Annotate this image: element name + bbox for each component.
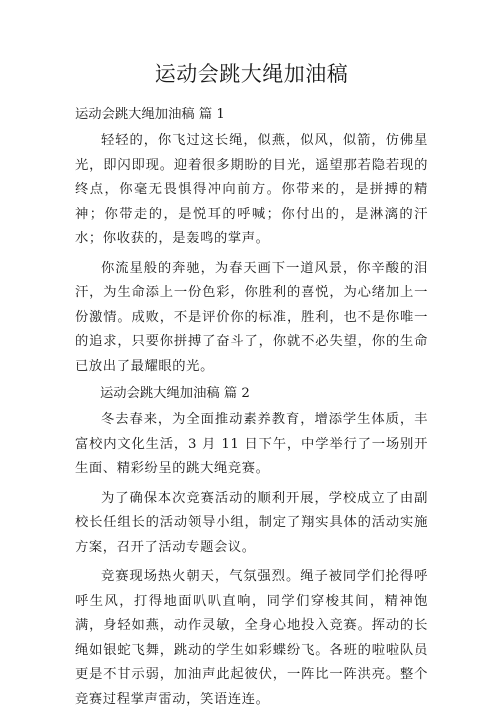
paragraph: 竞赛现场热火朝天，气氛强烈。绳子被同学们抡得呼呼生风，打得地面叭叭直响，同学们穿梭其间，精神饱满，身轻如燕，动作灵敏，全身心地投入竞赛。挥动的长绳如银蛇飞舞，跳动的学生如彩蝶纷飞。各班的啦啦队员更是不甘示弱，加油声此起彼伏，一阵比一阵洪亮。整个竞赛过程掌声雷动，笑语连连。 [75, 569, 428, 707]
paragraph: 为了确保本次竞赛活动的顺利开展，学校成立了由副校长任组长的活动领导小组，制定了翔实具体的活动实施方案，召开了活动专题会议。 [75, 490, 428, 555]
section-heading-1: 运动会跳大绳加油稿 篇 1 [75, 107, 225, 122]
document-title: 运动会跳大绳加油稿 [154, 62, 349, 86]
paragraph: 冬去春来，为全面推动素养教育，增添学生体质，丰富校内文化生活，3 月 11 日下午，中学举行了一场别开生面、精彩纷呈的跳大绳竞赛。 [75, 412, 428, 476]
paragraph: 轻轻的，你飞过这长绳，似燕，似风，似箭，仿佛星光，即闪即现。迎着很多期盼的目光，遥望那若隐若现的终点，你毫无畏惧得冲向前方。你带来的，是拼搏的精神；你带走的，是悦耳的呼喊；你付出的，是淋漓的汗水；你收获的，是轰鸣的掌声。 [75, 133, 428, 246]
section-heading-2: 运动会跳大绳加油稿 篇 2 [100, 386, 250, 401]
paragraph: 你流星般的奔驰，为春天画下一道风景，你辛酸的泪汗，为生命添上一份色彩，你胜利的喜悦，为心绪加上一份激情。成败，不是评价你的标准，胜利，也不是你唯一的追求，只要你拼搏了奋斗了，你就不必失望，你的生命已放出了最耀眼的光。 [75, 260, 428, 374]
